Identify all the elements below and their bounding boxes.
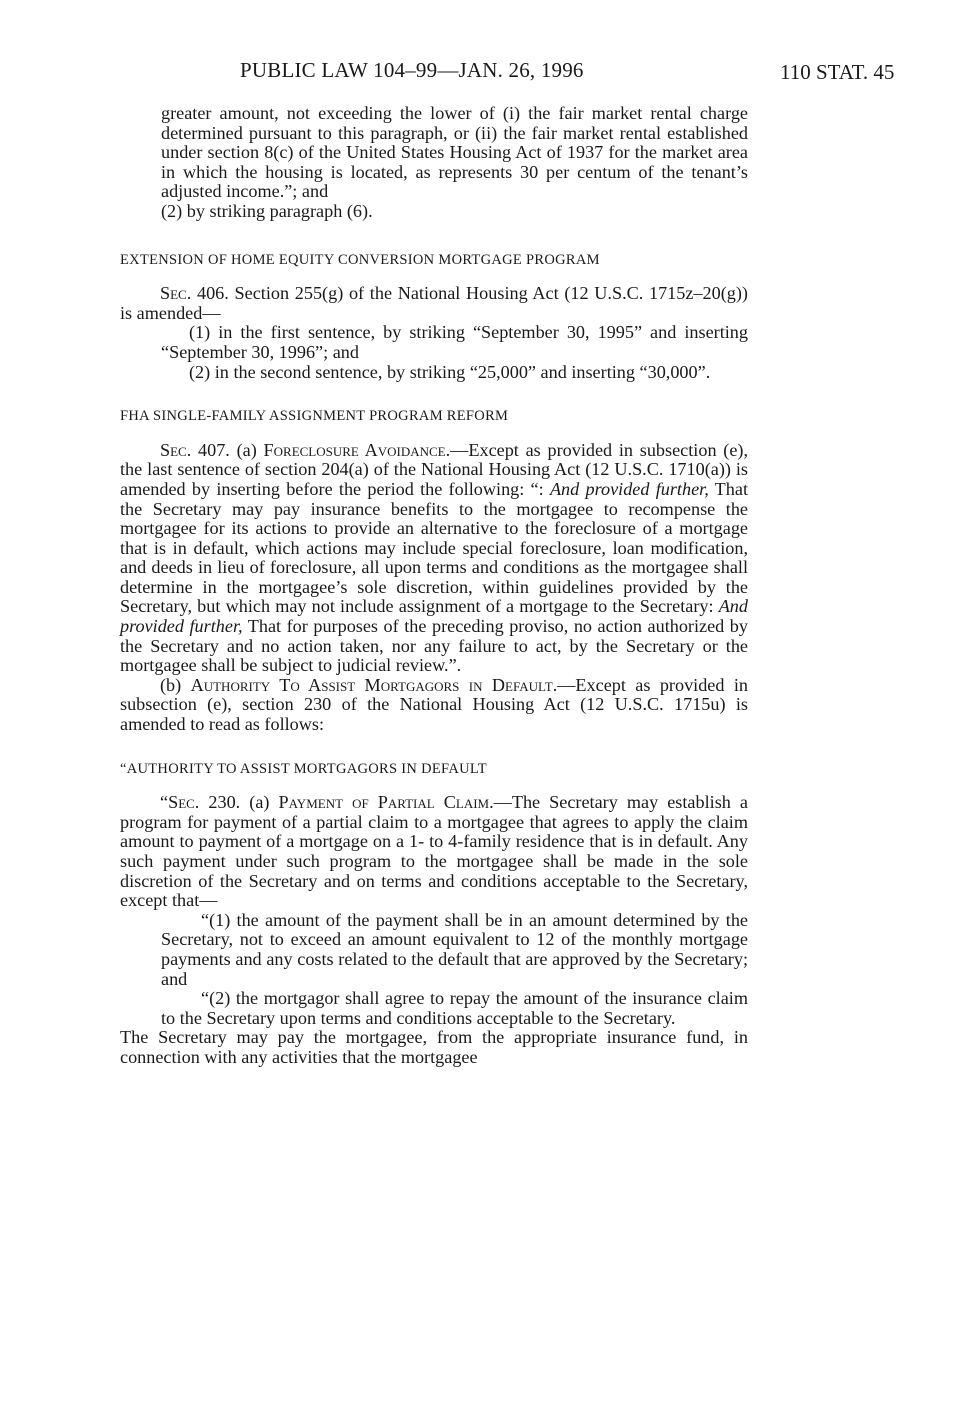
paragraph-text: (2) in the second sentence, by striking “25,000” and inserting “30,000”.	[189, 361, 711, 382]
paragraph-text: The Secretary may pay the mortgagee, from the appropriate insurance fund, in connection with any activities that the mortgagee	[120, 1027, 748, 1067]
subsection-caption: Authority To Assist Mortgagors in Default	[190, 674, 553, 695]
section-230-flush-text	[120, 1028, 748, 1067]
paragraph-text: That for purposes of the preceding proviso, no action authorized by the Secretary and no action taken, nor any failure to act, by the Secretary or the mortgagee shall be subject to judicial review.”.	[120, 616, 748, 676]
subsection-caption: Foreclosure Avoidance	[263, 439, 446, 460]
statute-page-reference: 110 STAT. 45	[780, 60, 895, 84]
section-number: Sec. 407.	[160, 439, 230, 460]
section-406-item-2	[120, 363, 748, 383]
paragraph-text: Section 255(g) of the National Housing Act (12 U.S.C. 1715z–20(g)) is amended—	[120, 283, 748, 323]
document-body	[120, 104, 748, 1068]
section-230-subsection-a	[120, 793, 748, 911]
section-number: “Sec. 230.	[160, 792, 241, 813]
section-number: Sec. 406.	[160, 283, 229, 304]
paragraph-text: (a)	[240, 792, 279, 813]
paragraph-text: (1) in the first sentence, by striking “September 30, 1995” and inserting “September 30, 1996”; and	[161, 322, 748, 362]
paragraph-item-2	[161, 202, 748, 222]
section-heading-407: FHA SINGLE-FAMILY ASSIGNMENT PROGRAM REFORM	[120, 408, 509, 425]
paragraph-text: “(2) the mortgagor shall agree to repay the amount of the insurance claim to the Secretary upon terms and conditions acceptable to the Secretary.	[161, 988, 748, 1028]
paragraph-text: That the Secretary may pay insurance benefits to the mortgagee to recompense the mortgagee for its actions to provide an alternative to the foreclosure of a mortgage that is in default, which actions may include special foreclosure, loan modification, and deeds in lieu of foreclosure, all upon terms and conditions as the mortgagee shall determine in the mortgagee’s sole discretion, within guidelines provided by the Secretary, but which may not include assignment of a mortgage to the Secretary:	[120, 478, 748, 617]
paragraph-text: “(1) the amount of the payment shall be in an amount determined by the Secretary, not to exceed an amount equivalent to 12 of the monthly mortgage payments and any costs related to the default that are approved by the Secretary; and	[161, 909, 748, 989]
section-407-subsection-b	[120, 676, 748, 735]
section-heading-230: “AUTHORITY TO ASSIST MORTGAGORS IN DEFAULT	[120, 760, 487, 777]
section-406-paragraph	[120, 284, 748, 323]
paragraph-text: (2) by striking paragraph (6).	[161, 200, 373, 221]
running-head: PUBLIC LAW 104–99—JAN. 26, 1996	[240, 58, 584, 82]
paragraph-text: .—Except as provided in subsection (e), the last sentence of section 204(a) of the National Housing Act (12 U.S.C. 1710(a)) is amended by inserting before the period the following: “:	[120, 439, 749, 499]
paragraph-text: .—Except as provided in subsection (e), section 230 of the National Housing Act (12 U.S.C. 1715u) is amended to read as follows:	[120, 674, 748, 735]
paragraph-text: .—The Secretary may establish a program for payment of a partial claim to a mortgagee that agrees to apply the claim amount to payment of a mortgage on a 1- to 4-family residence that is in default. Any such payment under such program to the mortgagee shall be made in the sole discretion of the Secretary and on terms and conditions acceptable to the Secretary, except that—	[120, 792, 748, 911]
paragraph-continuation	[161, 104, 748, 202]
section-230-item-1	[120, 911, 748, 989]
subsection-caption: Payment of Partial Claim	[278, 792, 490, 813]
section-406-item-1	[120, 323, 748, 362]
section-heading-406: EXTENSION OF HOME EQUITY CONVERSION MORTGAGE PROGRAM	[120, 251, 600, 268]
italic-proviso: And provided further,	[549, 478, 709, 499]
paragraph-text: (b)	[160, 674, 191, 695]
section-407-subsection-a	[120, 441, 748, 676]
paragraph-text: (a)	[229, 439, 264, 460]
paragraph-text: greater amount, not exceeding the lower of (i) the fair market rental charge determined pursuant to this paragraph, or (ii) the fair market rental established under section 8(c) of the United States Housing Act of 1937 for the market area in which the housing is located, as represents 30 per centum of the tenant’s adjusted income.”; and	[161, 103, 748, 202]
section-230-item-2	[120, 989, 748, 1028]
italic-proviso: And provided further,	[120, 596, 748, 637]
